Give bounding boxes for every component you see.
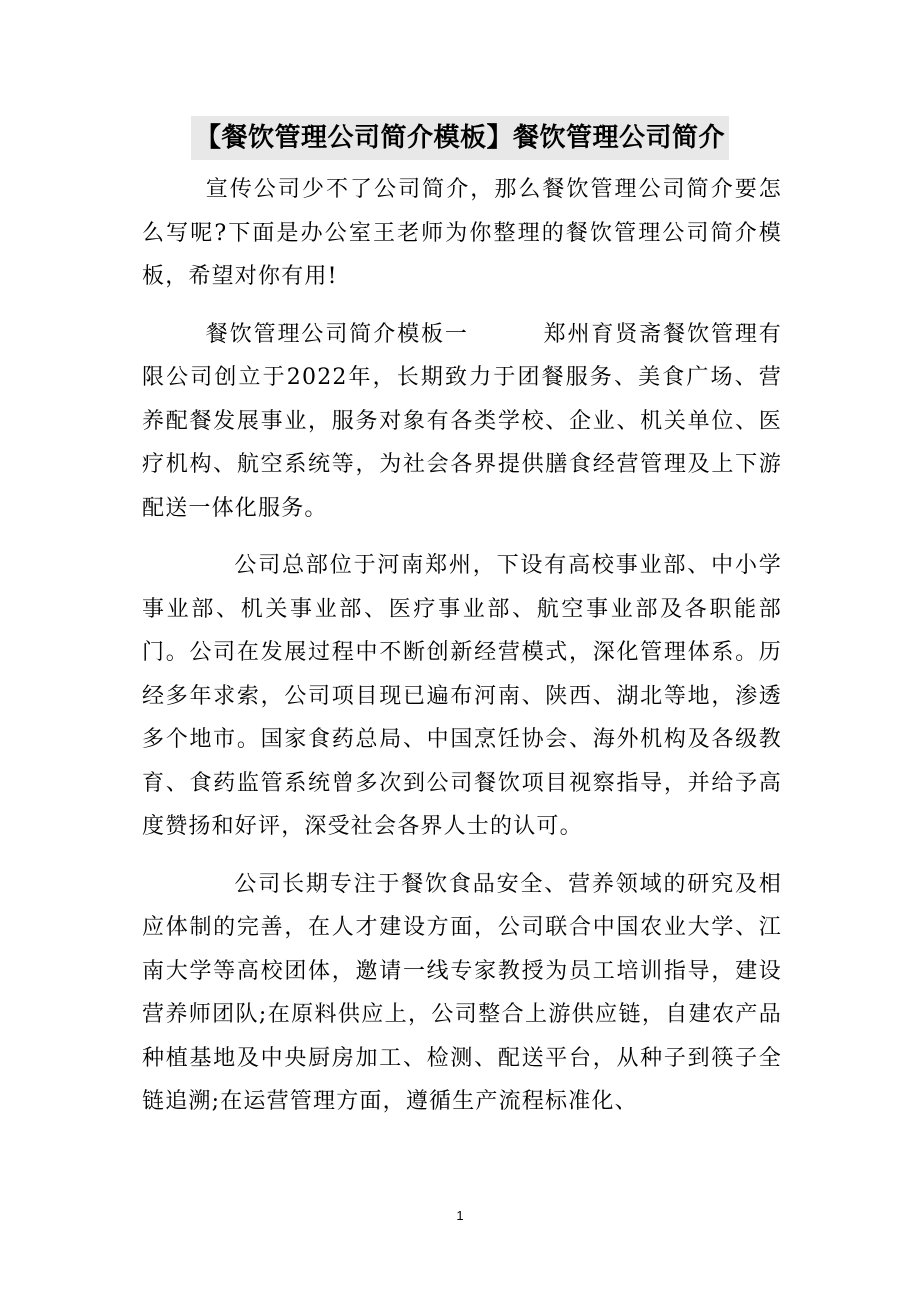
paragraph-template-one bbox=[142, 313, 782, 531]
paragraph-2: 公司总部位于河南郑州，下设有高校事业部、中小学事业部、机关事业部、医疗事业部、航空事业部及各职能部门。公司在发展过程中不断创新经营模式，深化管理体系。历经多年求索，公司项目现已遍布河南、陕西、湖北等地，渗透多个地市。国家食药总局、中国烹饪协会、海外机构及各级教育、食药监管系统曾多次到公司餐饮项目视察指导，并给予高度赞扬和好评，深受社会各界人士的认可。 bbox=[142, 553, 782, 839]
paragraph-1-text: 郑州育贤斋餐饮管理有限公司创立于2022年，长期致力于团餐服务、美食广场、营养配餐发展事业，服务对象有各类学校、企业、机关单位、医疗机构、航空系统等，为社会各界提供膳食经营管理及上下游配送一体化服务。 bbox=[142, 321, 782, 521]
section-heading: 餐饮管理公司简介模板一 bbox=[205, 321, 469, 347]
page-number: 1 bbox=[456, 1208, 464, 1223]
document-body bbox=[142, 168, 782, 1124]
intro-paragraph: 宣传公司少不了公司简介，那么餐饮管理公司简介要怎么写呢?下面是办公室王老师为你整理的餐饮管理公司简介模板，希望对你有用! bbox=[142, 177, 782, 289]
paragraph-3: 公司长期专注于餐饮食品安全、营养领域的研究及相应体制的完善，在人才建设方面，公司联合中国农业大学、江南大学等高校团体，邀请一线专家教授为员工培训指导，建设营养师团队;在原料供应上，公司整合上游供应链，自建农产品种植基地及中央厨房加工、检测、配送平台，从种子到筷子全链追溯;在运营管理方面，遵循生产流程标准化、 bbox=[142, 871, 782, 1114]
title-container bbox=[0, 116, 920, 160]
document-title: 【餐饮管理公司简介模板】餐饮管理公司简介 bbox=[191, 116, 729, 160]
